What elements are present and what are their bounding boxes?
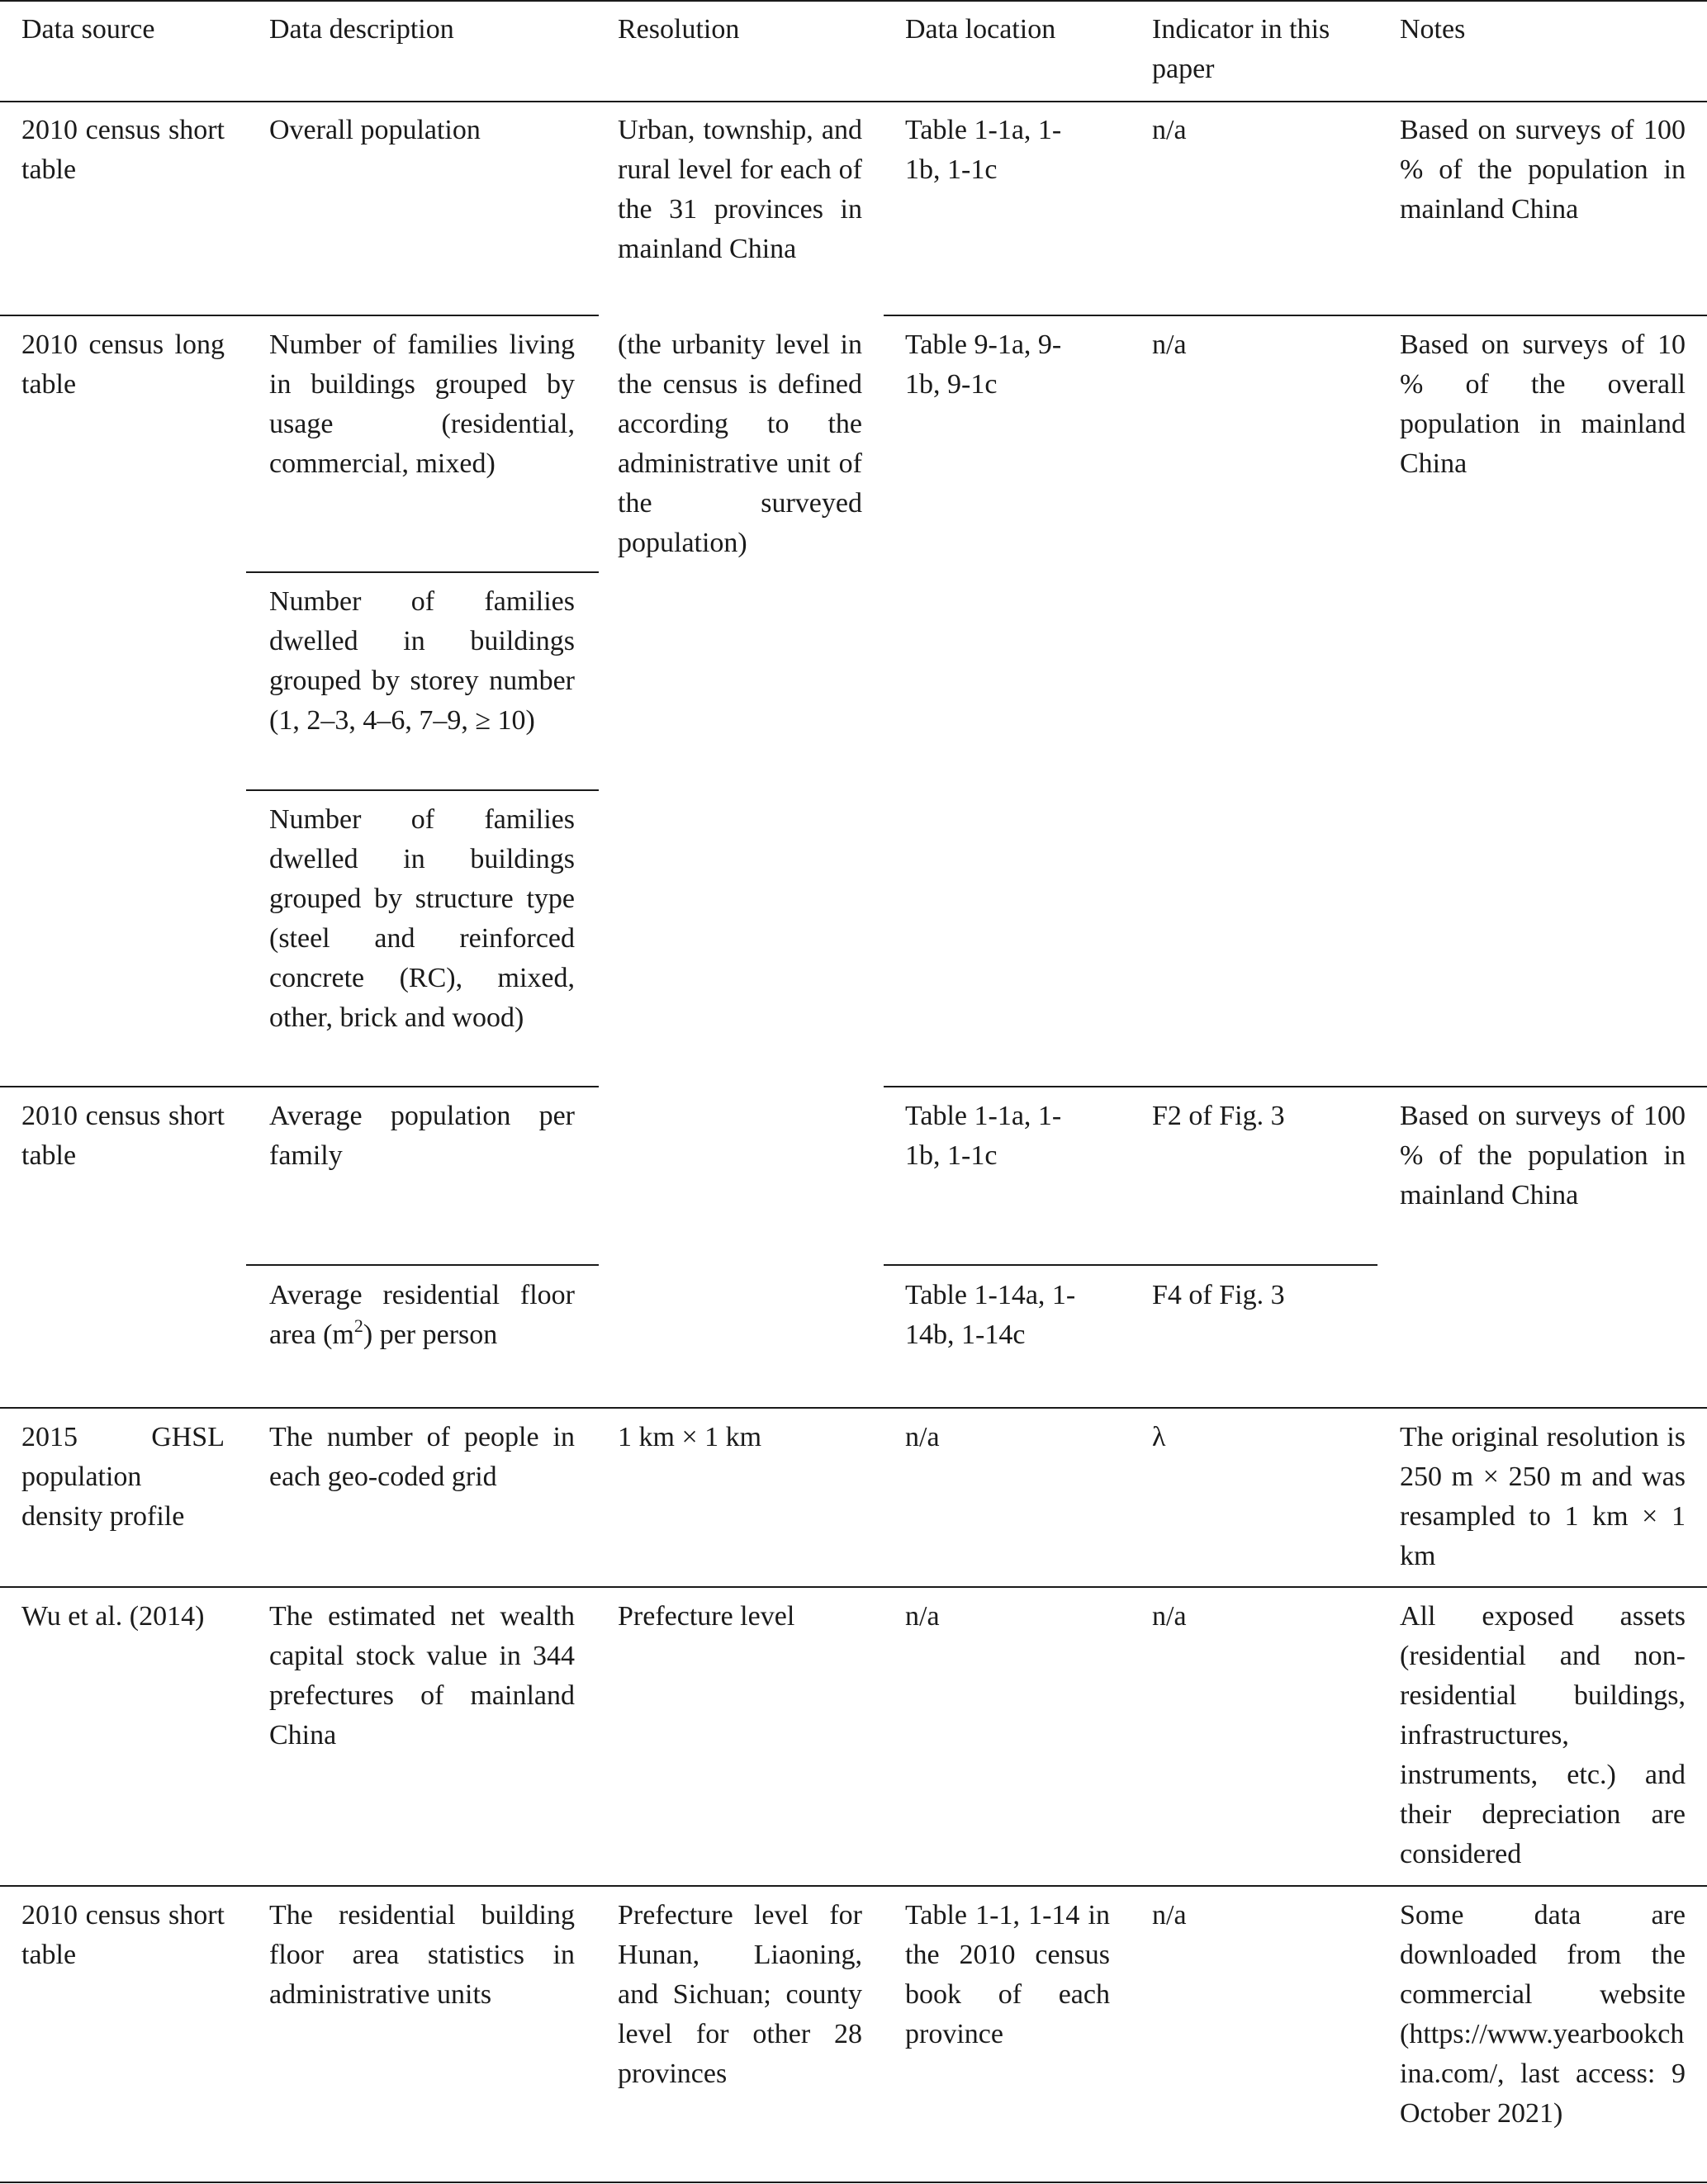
row2-notes: Based on surveys of 10 % of the overall population in mainland China [1400, 329, 1686, 479]
row9-notes: Some data are downloaded from the commercial website (https://www.yearbookchina.com/, last access: 9 October 2021) [1400, 1900, 1686, 2129]
row6-data-location: Table 1-14a, 1-14b, 1-14c [905, 1280, 1076, 1350]
row5-data-source: 2010 census short table [21, 1101, 225, 1171]
row2-data-location: Table 9-1a, 9-1b, 9-1c [905, 329, 1062, 400]
row-rule [0, 1407, 1707, 1409]
subrow-rule [884, 1264, 1377, 1266]
row7-resolution: 1 km × 1 km [618, 1422, 762, 1452]
table-bottom-rule [0, 2182, 1707, 2183]
row-rule [884, 315, 1707, 316]
row1-indicator: n/a [1152, 115, 1187, 145]
row6-data-description [269, 1276, 575, 1355]
row7-data-location: n/a [905, 1422, 940, 1452]
row2-indicator: n/a [1152, 329, 1187, 360]
row8-notes: All exposed assets (residential and non-residential buildings, infrastructures, instruments, etc.) and their depreciation are considered [1400, 1601, 1686, 1869]
row2-data-description: Number of families living in buildings grouped by usage (residential, commercial, mixed) [269, 329, 575, 479]
row7-data-source: 2015 GHSL population density profile [21, 1422, 225, 1532]
row2-resolution: (the urbanity level in the census is defined according to the administrative unit of the surveyed population) [618, 329, 862, 558]
header-data-location: Data location [905, 14, 1056, 45]
row-rule [0, 1885, 1707, 1887]
row3-data-description: Number of families dwelled in buildings grouped by storey number (1, 2–3, 4–6, 7–9, ≥ 10) [269, 586, 575, 736]
row8-resolution: Prefecture level [618, 1601, 795, 1632]
row5-data-description: Average population per family [269, 1101, 575, 1171]
header-resolution: Resolution [618, 14, 740, 45]
row9-data-source: 2010 census short table [21, 1900, 225, 1970]
row2-data-source: 2010 census long table [21, 329, 225, 400]
row6-description-text-end: ) per person [363, 1319, 498, 1350]
subrow-rule [246, 571, 599, 573]
row6-description-superscript: 2 [353, 1315, 363, 1336]
row1-resolution: Urban, township, and rural level for each of the 31 provinces in mainland China [618, 115, 862, 264]
row8-data-location: n/a [905, 1601, 940, 1632]
header-indicator: Indicator in this paper [1152, 14, 1330, 84]
header-notes: Notes [1400, 14, 1466, 45]
table-top-rule [0, 0, 1707, 2]
row1-data-location: Table 1-1a, 1-1b, 1-1c [905, 115, 1062, 185]
row-rule [0, 1086, 599, 1087]
row7-indicator: λ [1152, 1422, 1166, 1452]
row1-data-source: 2010 census short table [21, 115, 225, 185]
row-rule [884, 1086, 1707, 1087]
row9-resolution: Prefecture level for Hunan, Liaoning, and Sichuan; county level for other 28 provinces [618, 1900, 862, 2089]
subrow-rule [246, 789, 599, 791]
header-data-description: Data description [269, 14, 454, 45]
header-rule [0, 101, 1707, 102]
row-rule [0, 315, 599, 316]
row1-notes: Based on surveys of 100 % of the population in mainland China [1400, 115, 1686, 225]
row7-data-description: The number of people in each geo-coded grid [269, 1422, 575, 1492]
row-rule [0, 1586, 1707, 1588]
row8-data-source: Wu et al. (2014) [21, 1601, 205, 1632]
subrow-rule [246, 1264, 599, 1266]
row7-notes: The original resolution is 250 m × 250 m and was resampled to 1 km × 1 km [1400, 1422, 1686, 1571]
header-data-source: Data source [21, 14, 155, 45]
row6-indicator: F4 of Fig. 3 [1152, 1280, 1285, 1310]
row5-indicator: F2 of Fig. 3 [1152, 1101, 1285, 1131]
row9-data-location: Table 1-1, 1-14 in the 2010 census book of each province [905, 1900, 1110, 2049]
row5-notes: Based on surveys of 100 % of the population in mainland China [1400, 1101, 1686, 1210]
row9-indicator: n/a [1152, 1900, 1187, 1931]
row8-indicator: n/a [1152, 1601, 1187, 1632]
row6-description-text: Average residential floor area (m [269, 1280, 575, 1350]
row5-data-location: Table 1-1a, 1-1b, 1-1c [905, 1101, 1062, 1171]
row9-data-description: The residential building floor area statistics in administrative units [269, 1900, 575, 2010]
row4-data-description: Number of families dwelled in buildings grouped by structure type (steel and reinforced concrete (RC), mixed, other, brick and wood) [269, 804, 575, 1033]
row1-data-description: Overall population [269, 115, 481, 145]
row8-data-description: The estimated net wealth capital stock value in 344 prefectures of mainland China [269, 1601, 575, 1751]
